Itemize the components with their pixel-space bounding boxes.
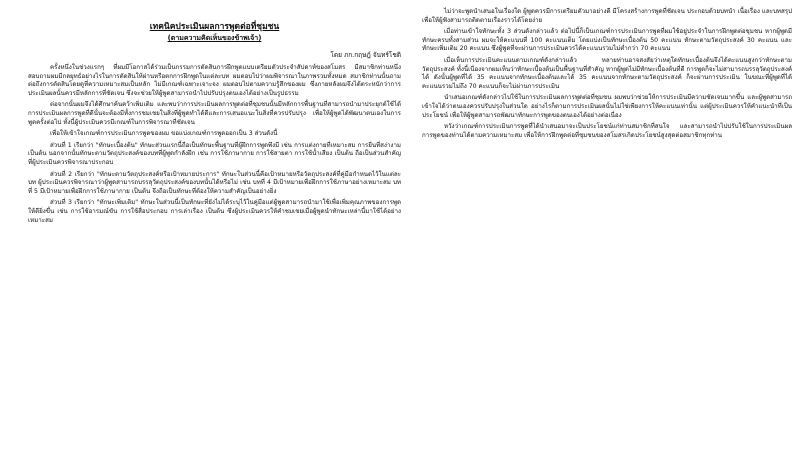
paragraph: เมื่อท่านเข้าใจทักษะทั้ง 3 ส่วนดังกล่าวแล้ว ต่อไปนี้ก็เป็นเกณฑ์การประเมินการพูดที่ผมใช้อยู่ประจำในการฝึกพูดต่อชุมชน หากผู้พูดมีทักษะครบทั้งสามส่วน ผมจะให้คะแนนที่ 100 คะแนนเต็ม โดยแบ่งเป็นทักษะเบื้องต้น 50 คะแนน ทักษะตามวัตถุประสงค์ 30 คะแนน และทักษะเพิ่มเติม 20 คะแนน ซึ่งผู้พูดที่จะผ่านการประเมินควรได้คะแนนรวมไม่ต่ำกว่า 70 คะแนน [422, 28, 792, 53]
article-subtitle: (ตามความคิดเห็นของข้าพเจ้า) [167, 34, 262, 42]
paragraph: ครั้งหนึ่งในช่วงแรกๆ ที่ผมมีโอกาสได้ร่วมเป็นกรรมการตัดสินการฝึกพูดแบบเตรียมตัวประจำสัปดาห์ของสโมสร มีสมาชิกท่านหนึ่งสอบถามผมมีกลยุทธ์อย่างไรในการตัดสินให้ผ่านหรือตกการฝึกพูดในแต่ละบท ผมตอบไปว่าผมพิจารณาในภาพรวมทั้งหมด สมาชิกท่านนั้นถามต่อถึงการตัดสินโดยดูที่ความเหมาะสมเป็นหลัก ไม่มีเกณฑ์เฉพาะเจาะจง ผมตอบไปตามความรู้สึกของผม ซึ่งภายหลังผมจึงได้ตระหนักว่าการประเมินผลนั้นควรมีหลักการที่ชัดเจน ซึ่งจะช่วยให้ผู้พูดสามารถนำไปปรับปรุงตนเองได้อย่างเป็นรูปธรรม [28, 64, 401, 97]
paragraph: ส่วนที่ 1 เรียกว่า "ทักษะเบื้องต้น" ทักษะส่วนแรกนี้ถือเป็นทักษะพื้นฐานที่ผู้ฝึกการพูดพึงมี เช่น การแต่งกายที่เหมาะสม การยืนที่สง่างาม เป็นต้น นอกจากนั้นทักษะตามวัตถุประสงค์ของบทที่ผู้พูดกำลังฝึก เช่น การใช้ภาษากาย การใช้สายตา การใช้น้ำเสียง เป็นต้น ถือเป็นส่วนสำคัญที่ผู้ประเมินควรพิจารณาประกอบ [28, 141, 401, 166]
left-column [28, 22, 401, 228]
paragraph: เมื่อเห็นการประเมินคะแนนตามเกณฑ์ดังกล่าวแล้ว หลายท่านอาจสงสัยว่าเหตุใดทักษะเบื้องต้นจึงได้คะแนนสูงกว่าทักษะตามวัตถุประสงค์ ทั้งนี้เนื่องจากผมเห็นว่าทักษะเบื้องต้นเป็นพื้นฐานที่สำคัญ หากผู้พูดไม่มีทักษะเบื้องต้นที่ดี การพูดก็จะไม่สามารถบรรลุวัตถุประสงค์ได้ ดังนั้นผู้พูดที่ได้ 35 คะแนนจากทักษะเบื้องต้นและได้ 35 คะแนนจากทักษะตามวัตถุประสงค์ ก็จะผ่านการประเมิน ในขณะที่ผู้พูดที่ได้คะแนนรวมไม่ถึง 70 คะแนนก็จะไม่ผ่านการประเมิน [422, 56, 792, 90]
paragraph: ต่อจากนั้นผมจึงได้ศึกษาค้นคว้าเพิ่มเติม และพบว่าการประเมินผลการพูดต่อที่ชุมชนนั้นมีหลักการพื้นฐานที่สามารถนำมาประยุกต์ใช้ได้ การประเมินผลการพูดที่ดีนั้นจะต้องมีทั้งการชมเชยในสิ่งที่ผู้พูดทำได้ดีและการเสนอแนะในสิ่งที่ควรปรับปรุง เพื่อให้ผู้พูดได้พัฒนาตนเองในการพูดครั้งต่อไป ทั้งนี้ผู้ประเมินควรมีเกณฑ์ในการพิจารณาที่ชัดเจน [28, 101, 401, 126]
paragraph: นำเสนอเกณฑ์ดังกล่าวไปใช้ในการประเมินผลการพูดต่อที่ชุมชน ผมพบว่าช่วยให้การประเมินมีความชัดเจนมากขึ้น และผู้พูดสามารถเข้าใจได้ว่าตนเองควรปรับปรุงในส่วนใด อย่างไรก็ตามการประเมินผลนั้นไม่ใช่เพียงการให้คะแนนเท่านั้น แต่ผู้ประเมินควรให้คำแนะนำที่เป็นประโยชน์ เพื่อให้ผู้พูดสามารถพัฒนาทักษะการพูดของตนเองได้อย่างต่อเนื่อง [422, 94, 792, 119]
paragraph: ส่วนที่ 2 เรียกว่า "ทักษะตามวัตถุประสงค์หรือเป้าหมายประการ" ทักษะในส่วนนี้คือเป้าหมายหรือวัตถุประสงค์ที่คู่มือกำหนดไว้ในแต่ละบท ผู้ประเมินควรพิจารณาว่าผู้พูดสามารถบรรลุวัตถุประสงค์ของบทนั้นได้หรือไม่ เช่น บทที่ 4 มีเป้าหมายเพื่อฝึกการใช้ภาษาอย่างเหมาะสม บทที่ 5 มีเป้าหมายเพื่อฝึกการใช้ภาษากาย เป็นต้น จึงถือเป็นทักษะที่ต้องให้ความสำคัญเป็นอย่างยิ่ง [28, 170, 401, 195]
paragraph: หวังว่าเกณฑ์การประเมินการพูดที่ได้นำเสนอมาจะเป็นประโยชน์แก่ท่านสมาชิกที่สนใจ และสามารถนำไปปรับใช้ในการประเมินผลการพูดของท่านได้ตามความเหมาะสม เพื่อให้การฝึกพูดต่อที่ชุมชนของสโมสรเกิดประโยชน์สูงสุดต่อสมาชิกทุกท่าน [422, 123, 792, 139]
article-title: เทคนิคประเมินผลการพูดต่อที่ชุมชน [149, 22, 280, 32]
paragraph: ส่วนที่ 3 เรียกว่า "ทักษะเพิ่มเติม" ทักษะในส่วนนี้เป็นทักษะที่ยังไม่ได้ระบุไว้ในคู่มือแต่ผู้พูดสามารถนำมาใช้เพื่อเพิ่มคุณภาพของการพูดให้ดียิ่งขึ้น เช่น การใช้อารมณ์ขัน การใช้สื่อประกอบ การเล่าเรื่อง เป็นต้น ซึ่งผู้ประเมินควรให้คำชมเชยเมื่อผู้พูดนำทักษะเหล่านี้มาใช้ได้อย่างเหมาะสม [28, 199, 401, 224]
article-author: โดย ภก.กฤษฎ์ จันทร์โชติ [330, 51, 401, 59]
paragraph: ไม่ว่าจะพูดนำเสนอในเรื่องใด ผู้พูดควรมีการเตรียมตัวมาอย่างดี มีโครงสร้างการพูดที่ชัดเจน ประกอบด้วยบทนำ เนื้อเรื่อง และบทสรุป เพื่อให้ผู้ฟังสามารถติดตามเรื่องราวได้โดยง่าย [422, 8, 792, 24]
paragraph: เพื่อให้เข้าใจเกณฑ์การประเมินการพูดของผม ขอแบ่งเกณฑ์การพูดออกเป็น 3 ส่วนดังนี้ [50, 130, 278, 138]
right-column [422, 8, 792, 143]
